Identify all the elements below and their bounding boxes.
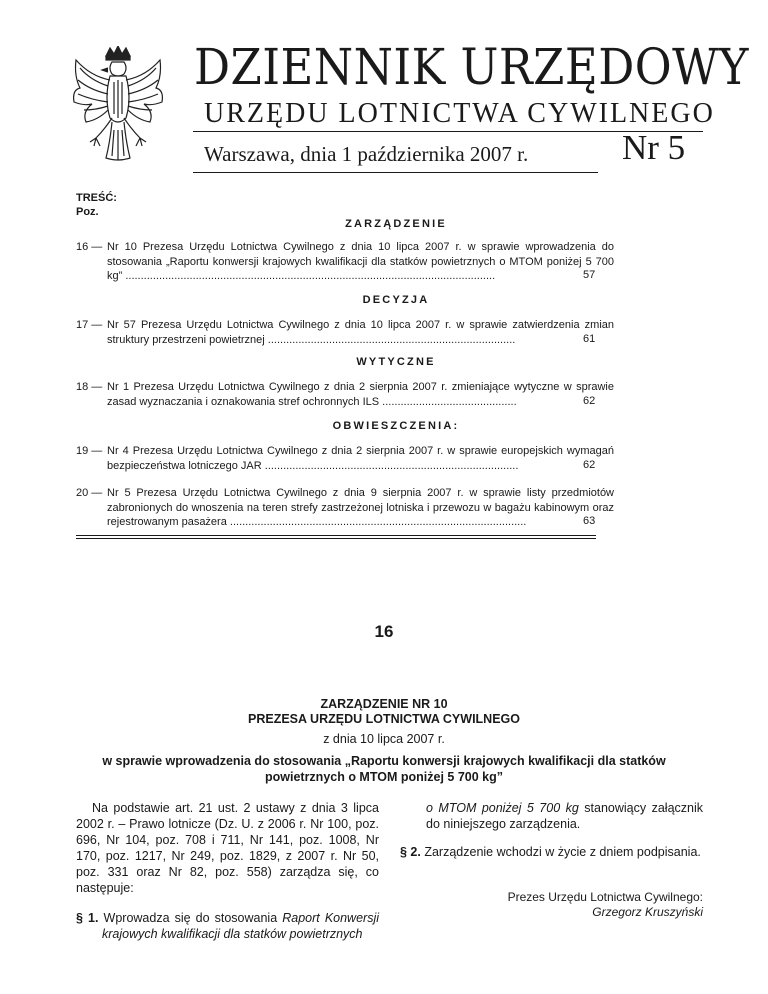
section-1 xyxy=(76,910,379,942)
section-2-text: Zarządzenie wchodzi w życie z dniem podpisania. xyxy=(424,845,701,859)
journal-subtitle: URZĘDU LOTNICTWA CYWILNEGO xyxy=(204,98,715,129)
toc-entry-text: Nr 5 Prezesa Urzędu Lotnictwa Cywilnego z dnia 9 sierpnia 2007 r. w sprawie listy przedmiotów zabronionych do wnoszenia na teren strefy zastrzeżonej lotniska i przewozu w bagażu kabinowym oraz rejestrowanym pasażera ................................................................................................. xyxy=(107,487,614,528)
section-2 xyxy=(400,844,703,860)
toc-entry[interactable] xyxy=(76,318,614,347)
toc-entry-number: 20 — xyxy=(76,487,103,499)
signatory-name: Grzegorz Kruszyński xyxy=(592,905,703,919)
section-2-label: § 2. xyxy=(400,845,421,859)
polish-eagle-emblem xyxy=(70,46,166,164)
toc-entry-page: 57 xyxy=(583,269,596,281)
toc-label: TREŚĆ: xyxy=(76,192,117,204)
toc-entry-page: 61 xyxy=(583,333,596,345)
toc-entry-number: 19 — xyxy=(76,445,103,457)
section-1-italic: Raport Konwersji krajowych kwalifikacji dla statków powietrznych xyxy=(102,911,380,941)
toc-entry[interactable] xyxy=(76,240,614,284)
toc-entry[interactable] xyxy=(76,486,614,530)
toc-section-heading: DECYZJA xyxy=(362,294,430,306)
right-column xyxy=(400,800,703,860)
signatory-title: Prezes Urzędu Lotnictwa Cywilnego: xyxy=(507,890,703,904)
toc-entry-number: 17 — xyxy=(76,319,103,331)
header-rule-bottom xyxy=(193,172,598,173)
toc-end-rule xyxy=(76,538,596,539)
act-date: z dnia 10 lipca 2007 r. xyxy=(323,732,445,746)
toc-entry-page: 63 xyxy=(583,515,596,527)
act-subject: w sprawie wprowadzenia do stosowania „Raportu konwersji krajowych kwalifikacji dla statków powietrznych o MTOM poniżej 5 700 kg” xyxy=(102,754,666,784)
toc-end-rule xyxy=(76,535,596,536)
toc-entry-text: Nr 10 Prezesa Urzędu Lotnictwa Cywilnego z dnia 10 lipca 2007 r. w sprawie wprowadzenia do stosowania „Raportu konwersji krajowych kwalifikacji dla statków powietrznych o MTOM poniżej 5 700 kg” ......................................................................................................................... xyxy=(107,241,614,282)
toc-entry-page: 62 xyxy=(583,459,596,471)
act-position-number: 16 xyxy=(374,622,394,641)
signature-block xyxy=(400,890,703,920)
toc-entry-text: Nr 57 Prezesa Urzędu Lotnictwa Cywilnego z dnia 10 lipca 2007 r. w sprawie zatwierdzenia zmian struktury przestrzeni powietrznej ................................................................................. xyxy=(107,319,614,346)
toc-entry[interactable] xyxy=(76,380,614,409)
issue-number: Nr 5 xyxy=(622,128,686,167)
toc-entry-page: 62 xyxy=(583,395,596,407)
toc-entry-number: 18 — xyxy=(76,381,103,393)
journal-title: DZIENNIK URZĘDOWY xyxy=(194,38,749,96)
toc-section-heading: ZARZĄDZENIE xyxy=(345,218,447,230)
toc-entry[interactable] xyxy=(76,444,614,473)
toc-entry-number: 16 — xyxy=(76,241,103,253)
toc-section-heading: WYTYCZNE xyxy=(356,356,436,368)
toc-poz-label: Poz. xyxy=(76,206,99,218)
section-1-text: Wprowadza się do stosowania xyxy=(103,911,278,925)
act-preamble: Na podstawie art. 21 ust. 2 ustawy z dnia 3 lipca 2002 r. – Prawo lotnicze (Dz. U. z 2006 r. Nr 100, poz. 696, Nr 104, poz. 708 i 711, Nr 141, poz. 1008, Nr 170, poz. 1217, Nr 249, poz. 1829, z 2007 r. Nr 50, poz. 331 oraz Nr 82, poz. 558) zarządza się, co następuje: xyxy=(76,801,379,895)
act-title-line1: ZARZĄDZENIE NR 10 xyxy=(320,697,448,711)
toc-entry-text: Nr 4 Prezesa Urzędu Lotnictwa Cywilnego z dnia 2 sierpnia 2007 r. w sprawie europejskich wymagań bezpieczeństwa lotniczego JAR ................................................................................... xyxy=(107,445,614,472)
section-1-label: § 1. xyxy=(76,911,99,925)
toc-entry-text: Nr 1 Prezesa Urzędu Lotnictwa Cywilnego z dnia 2 sierpnia 2007 r. zmieniające wytyczne w sprawie zasad wyznaczania i oznakowania stref ochronnych ILS ............................................ xyxy=(107,381,614,408)
toc-section-heading: OBWIESZCZENIA: xyxy=(332,420,460,432)
act-title-line2: PREZESA URZĘDU LOTNICTWA CYWILNEGO xyxy=(248,712,520,726)
left-column xyxy=(76,800,379,942)
section-1-tail: o MTOM poniżej 5 700 kg stanowiący załącznik do niniejszego zarządzenia. xyxy=(426,801,703,831)
issue-dateline: Warszawa, dnia 1 października 2007 r. xyxy=(204,142,529,166)
